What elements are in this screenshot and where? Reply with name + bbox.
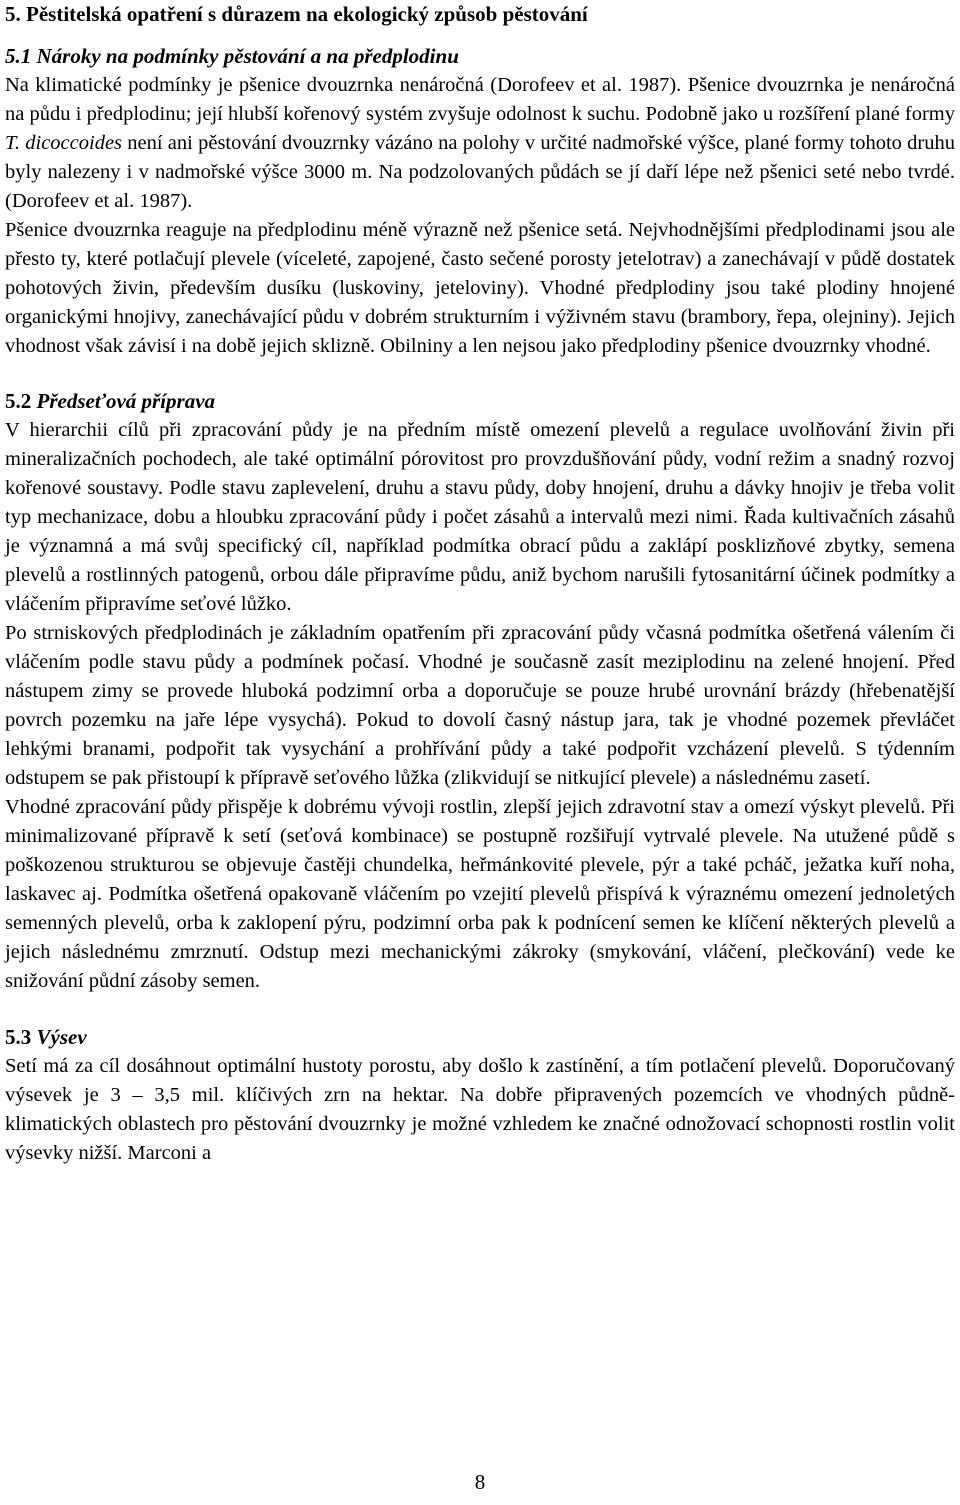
page-number: 8 (474, 1470, 486, 1494)
section-5-1-title (5, 42, 955, 71)
section-5-1-paragraph-1 (5, 71, 955, 216)
section-5-1-title-text: 5.1 Nároky na podmínky pěstování a na předplodinu (5, 44, 459, 68)
section-5-2-paragraph-3: Vhodné zpracování půdy přispěje k dobrému vývoji rostlin, zlepší jejich zdravotní stav a omezí výskyt plevelů. Při minimalizované přípravě k setí (seťová kombinace) se postupně rozšiřují vytrvalé plevele. Na utužené půdě s poškozenou strukturou se objevuje častěji chundelka, heřmánkovité plevele, pýr a také pcháč, ježatka kuří noha, laskavec aj. Podmítka ošetřená opakovaně vláčením po vzejití plevelů přispívá k výraznému omezení jednoletých semenných plevelů, orba k zaklopení pýru, podzimní orba pak k podnícení semen ke klíčení některých plevelů a jejich následnému zmrznutí. Odstup mezi mechanickými zákroky (smykování, vláčení, plečkování) vede ke snižování půdní zásoby semen. (5, 796, 955, 992)
section-5-1-paragraph-1-part-b: není ani pěstování dvouzrnky vázáno na polohy v určité nadmořské výšce, plané formy tohoto druhu byly nalezeny i v nadmořské výšce 3000 m. Na podzolovaných půdách se jí daří lépe než pšenici seté nebo tvrdé. (Dorofeev et al. 1987). (5, 132, 955, 212)
document-page (5, 0, 955, 1168)
section-5-2-paragraph-1: V hierarchii cílů při zpracování půdy je na předním místě omezení plevelů a regulace uvolňování živin při mineralizačních pochodech, ale také optimální pórovitost pro provzdušňování půdy, vodní režim a snadný rozvoj kořenové soustavy. Podle stavu zaplevelení, druhu a stavu půdy, doby hnojení, druhu a dávky hnojiv je třeba volit typ mechanizace, dobu a hloubku zpracování půdy i počet zásahů a intervalů mezi nimi. Řada kultivačních zásahů je významná a má svůj specifický cíl, například podmítka obrací půdu a zaklápí posklizňové zbytky, semena plevelů a rostlinných patogenů, orbou dále připravíme půdu, aniž bychom narušili fytosanitární účinek podmítky a vláčením připravíme seťové lůžko. (5, 419, 955, 615)
section-5-2-title (5, 387, 955, 416)
section-5-2-number: 5.2 (5, 389, 32, 413)
section-5-1-paragraph-2: Pšenice dvouzrnka reaguje na předplodinu méně výrazně než pšenice setá. Nejvhodnějšími předplodinami jsou ale přesto ty, které potlačují plevele (víceleté, zapojené, často sečené porosty jetelotrav) a zanechávají v půdě dostatek pohotových živin, především dusíku (luskoviny, jeteloviny). Vhodné předplodiny jsou také plodiny hnojené organickými hnojivy, zanechávající půdu v dobrém strukturním i výživném stavu (brambory, řepa, olejniny). Jejich vhodnost však závisí i na době jejich sklizně. Obilniny a len nejsou jako předplodiny pšenice dvouzrnky vhodné. (5, 219, 955, 357)
spacer (5, 996, 955, 1023)
section-5-3-title-text: Výsev (31, 1025, 87, 1049)
species-name: T. dicoccoides (5, 132, 123, 154)
spacer (5, 29, 955, 42)
section-5-3-paragraph-1: Setí má za cíl dosáhnout optimální hustoty porostu, aby došlo k zastínění, a tím potlačení plevelů. Doporučovaný výsevek je 3 – 3,5 mil. klíčivých zrn na hektar. Na dobře připravených pozemcích ve vhodných půdně-klimatických oblastech pro pěstování dvouzrnky je možné vzhledem ke značné odnožovací schopnosti rostlin volit výsevky nižší. Marconi a (5, 1055, 955, 1164)
section-5-2-paragraph-2: Po strniskových předplodinách je základním opatřením při zpracování půdy včasná podmítka ošetřená válením či vláčením podle stavu půdy a podmínek počasí. Vhodné je současně zasít meziplodinu na zelené hnojení. Před nástupem zimy se provede hluboká podzimní orba a doporučuje se pouze hrubé urovnání brázdy (hřebenatější povrch pozemku na jaře lépe vysychá). Pokud to dovolí časný nástup jara, tak je vhodné pozemek převláčet lehkými branami, podpořit tak vysychání a prohřívání půdy a také podpořit vzcházení plevelů. S týdenním odstupem se pak přistoupí k přípravě seťového lůžka (zlikvidují se nitkující plevele) a následnému zasetí. (5, 622, 955, 789)
spacer (5, 361, 955, 387)
section-5-3-number: 5.3 (5, 1025, 32, 1049)
section-5-2-title-text: Předseťová příprava (31, 389, 216, 413)
chapter-title: 5. Pěstitelská opatření s důrazem na ekologický způsob pěstování (5, 2, 588, 26)
section-5-3-title (5, 1023, 955, 1052)
section-5-1-paragraph-1-part-a: Na klimatické podmínky je pšenice dvouzrnka nenáročná (Dorofeev et al. 1987). Pšenice dvouzrnka je nenáročná na půdu i předplodinu; její hlubší kořenový systém zvyšuje odolnost k suchu. Podobně jako u rozšíření plané formy (5, 74, 955, 125)
